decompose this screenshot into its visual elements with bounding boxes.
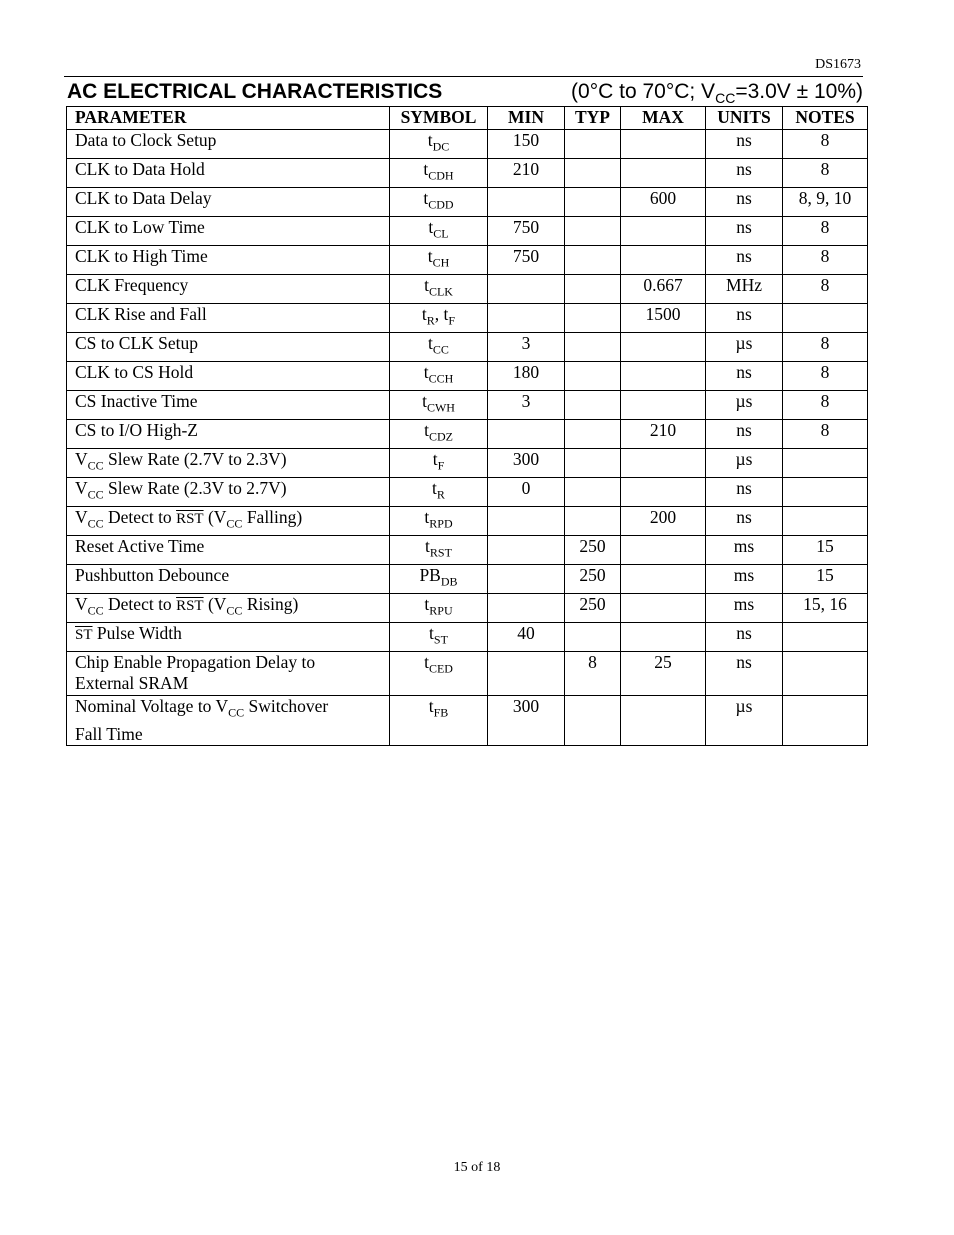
cell-notes	[783, 622, 868, 651]
cell-param: $\overline{ST}$ Pulse Width	[67, 622, 390, 651]
cell-min	[488, 274, 565, 303]
cell-typ	[565, 158, 621, 187]
section-title-text: AC ELECTRICAL CHARACTERISTICS	[67, 80, 443, 103]
cell-min: 40	[488, 622, 565, 651]
cell-max	[621, 695, 706, 746]
cell-units: MHz	[706, 274, 783, 303]
cell-symbol: $t_R$, $t_F$	[390, 303, 488, 332]
cell-units: ms	[706, 593, 783, 622]
table-row	[67, 216, 868, 245]
cell-min	[488, 535, 565, 564]
cell-notes: 15	[783, 564, 868, 593]
cell-min: 750	[488, 245, 565, 274]
cell-param: CLK Frequency	[67, 274, 390, 303]
cell-symbol: $t_{CC}$	[390, 332, 488, 361]
cell-param: CLK to Data Hold	[67, 158, 390, 187]
cell-units: ns	[706, 303, 783, 332]
cell-notes: 8	[783, 274, 868, 303]
table-row	[67, 448, 868, 477]
cell-max	[621, 622, 706, 651]
cell-min: 3	[488, 332, 565, 361]
cell-max	[621, 390, 706, 419]
cell-param: CLK to CS Hold	[67, 361, 390, 390]
column-header-units: UNITS	[706, 107, 783, 130]
cell-symbol: $t_{RPU}$	[390, 593, 488, 622]
cell-max: 0.667	[621, 274, 706, 303]
column-header-parameter: PARAMETER	[67, 107, 390, 130]
cell-symbol: $t_{RPD}$	[390, 506, 488, 535]
cell-units: µs	[706, 390, 783, 419]
cell-notes	[783, 303, 868, 332]
cell-max	[621, 158, 706, 187]
cell-units: ns	[706, 651, 783, 695]
cell-notes: 8	[783, 332, 868, 361]
cell-symbol: $t_{CL}$	[390, 216, 488, 245]
cell-notes: 8	[783, 361, 868, 390]
cell-typ	[565, 332, 621, 361]
table-row	[67, 506, 868, 535]
cell-min	[488, 506, 565, 535]
header-rule	[64, 76, 863, 77]
cell-typ	[565, 390, 621, 419]
cell-min	[488, 651, 565, 695]
table-row	[67, 332, 868, 361]
cell-min	[488, 419, 565, 448]
cell-notes: 8	[783, 158, 868, 187]
cell-param: CS to I/O High-Z	[67, 419, 390, 448]
cell-symbol: $t_{DC}$	[390, 129, 488, 158]
cell-notes: 8	[783, 419, 868, 448]
table-row	[67, 390, 868, 419]
cell-units: ms	[706, 535, 783, 564]
cell-param: CS to CLK Setup	[67, 332, 390, 361]
cell-param: $V_{CC}$ Slew Rate (2.3V to 2.7V)	[67, 477, 390, 506]
table-row	[67, 158, 868, 187]
cell-max: 25	[621, 651, 706, 695]
cell-units: ns	[706, 622, 783, 651]
cell-typ	[565, 448, 621, 477]
cell-max	[621, 477, 706, 506]
cell-min: 300	[488, 448, 565, 477]
cell-typ: 250	[565, 564, 621, 593]
column-header-symbol: SYMBOL	[390, 107, 488, 130]
cell-param: Nominal Voltage to $V_{CC}$ Switchover Fall Time	[67, 695, 390, 746]
cell-param: CLK to Low Time	[67, 216, 390, 245]
cell-typ	[565, 274, 621, 303]
cell-min: 300	[488, 695, 565, 746]
table-row	[67, 361, 868, 390]
cell-typ: 8	[565, 651, 621, 695]
cell-typ	[565, 187, 621, 216]
table-row	[67, 535, 868, 564]
table-header-row	[67, 107, 868, 130]
cell-units: ns	[706, 477, 783, 506]
cell-notes: 15, 16	[783, 593, 868, 622]
cell-units: ms	[706, 564, 783, 593]
cell-notes	[783, 477, 868, 506]
table-row	[67, 245, 868, 274]
table-body	[67, 129, 868, 746]
cell-symbol: $t_{CDH}$	[390, 158, 488, 187]
table-row	[67, 593, 868, 622]
cell-symbol: $t_{FB}$	[390, 695, 488, 746]
cell-param: $V_{CC}$ Slew Rate (2.7V to 2.3V)	[67, 448, 390, 477]
cell-param: CLK Rise and Fall	[67, 303, 390, 332]
cell-min: 750	[488, 216, 565, 245]
cell-units: ns	[706, 187, 783, 216]
ac-characteristics-table	[66, 106, 868, 746]
cell-param: Pushbutton Debounce	[67, 564, 390, 593]
cell-param: $V_{CC}$ Detect to $\overline{RST}$ ($V_{CC}$ Rising)	[67, 593, 390, 622]
cell-symbol: $t_{CLK}$	[390, 274, 488, 303]
cell-min	[488, 187, 565, 216]
table-row	[67, 187, 868, 216]
cell-param: Chip Enable Propagation Delay to External SRAM	[67, 651, 390, 695]
cell-notes: 8	[783, 129, 868, 158]
cell-max	[621, 129, 706, 158]
cell-max: 1500	[621, 303, 706, 332]
cell-symbol: $t_{RST}$	[390, 535, 488, 564]
cell-max	[621, 216, 706, 245]
cell-max	[621, 332, 706, 361]
table-row	[67, 303, 868, 332]
table-row	[67, 274, 868, 303]
cell-units: ns	[706, 506, 783, 535]
cell-typ	[565, 216, 621, 245]
cell-max: 600	[621, 187, 706, 216]
cell-notes	[783, 506, 868, 535]
cell-notes: 8	[783, 245, 868, 274]
cell-symbol: $t_{CDD}$	[390, 187, 488, 216]
table-row	[67, 695, 868, 746]
cell-units: ns	[706, 245, 783, 274]
cell-param: $V_{CC}$ Detect to $\overline{RST}$ ($V_{CC}$ Falling)	[67, 506, 390, 535]
cell-typ: 250	[565, 535, 621, 564]
cell-param: Data to Clock Setup	[67, 129, 390, 158]
table-row	[67, 419, 868, 448]
cell-notes: 8, 9, 10	[783, 187, 868, 216]
cell-max	[621, 593, 706, 622]
cell-min: 0	[488, 477, 565, 506]
cell-typ	[565, 419, 621, 448]
cell-notes	[783, 695, 868, 746]
cell-min	[488, 593, 565, 622]
cell-min: 150	[488, 129, 565, 158]
cell-max: 200	[621, 506, 706, 535]
cell-units: ns	[706, 419, 783, 448]
cell-symbol: $t_F$	[390, 448, 488, 477]
cell-symbol: $t_{CDZ}$	[390, 419, 488, 448]
table-row	[67, 651, 868, 695]
table-row	[67, 564, 868, 593]
cell-symbol: $t_{CH}$	[390, 245, 488, 274]
cell-typ	[565, 506, 621, 535]
cell-param: Reset Active Time	[67, 535, 390, 564]
cell-units: ns	[706, 129, 783, 158]
cell-typ	[565, 695, 621, 746]
cell-min: 3	[488, 390, 565, 419]
cell-units: µs	[706, 332, 783, 361]
cell-typ	[565, 361, 621, 390]
cell-symbol: $t_R$	[390, 477, 488, 506]
cell-typ	[565, 245, 621, 274]
section-conditions: (0°C to 70°C; $V_{CC}=3.0V \pm 10\%$)	[571, 80, 863, 107]
column-header-typ: TYP	[565, 107, 621, 130]
table-row	[67, 477, 868, 506]
column-header-min: MIN	[488, 107, 565, 130]
cell-symbol: $PB_{DB}$	[390, 564, 488, 593]
cell-max	[621, 564, 706, 593]
cell-units: ns	[706, 216, 783, 245]
cell-notes	[783, 448, 868, 477]
cell-symbol: $t_{CCH}$	[390, 361, 488, 390]
cell-notes: 8	[783, 390, 868, 419]
cell-symbol: $t_{ST}$	[390, 622, 488, 651]
cell-units: µs	[706, 448, 783, 477]
table-row	[67, 622, 868, 651]
cell-units: µs	[706, 695, 783, 746]
cell-min: 210	[488, 158, 565, 187]
cell-min	[488, 303, 565, 332]
cell-typ	[565, 477, 621, 506]
cell-typ: 250	[565, 593, 621, 622]
cell-min: 180	[488, 361, 565, 390]
cell-notes	[783, 651, 868, 695]
cell-min	[488, 564, 565, 593]
cell-param: CLK to High Time	[67, 245, 390, 274]
column-header-max: MAX	[621, 107, 706, 130]
cell-max	[621, 361, 706, 390]
cell-typ	[565, 129, 621, 158]
cell-typ	[565, 622, 621, 651]
cell-max: 210	[621, 419, 706, 448]
cell-units: ns	[706, 361, 783, 390]
cell-max	[621, 245, 706, 274]
cell-notes: 15	[783, 535, 868, 564]
cell-param: CS Inactive Time	[67, 390, 390, 419]
cell-max	[621, 448, 706, 477]
cell-max	[621, 535, 706, 564]
cell-symbol: $t_{CED}$	[390, 651, 488, 695]
cell-param: CLK to Data Delay	[67, 187, 390, 216]
cell-typ	[565, 303, 621, 332]
cell-units: ns	[706, 158, 783, 187]
cell-symbol: $t_{CWH}$	[390, 390, 488, 419]
section-title	[67, 80, 863, 106]
document-id: DS1673	[815, 57, 861, 72]
page-number: 15 of 18	[453, 1160, 501, 1175]
cell-notes: 8	[783, 216, 868, 245]
column-header-notes: NOTES	[783, 107, 868, 130]
table-row	[67, 129, 868, 158]
